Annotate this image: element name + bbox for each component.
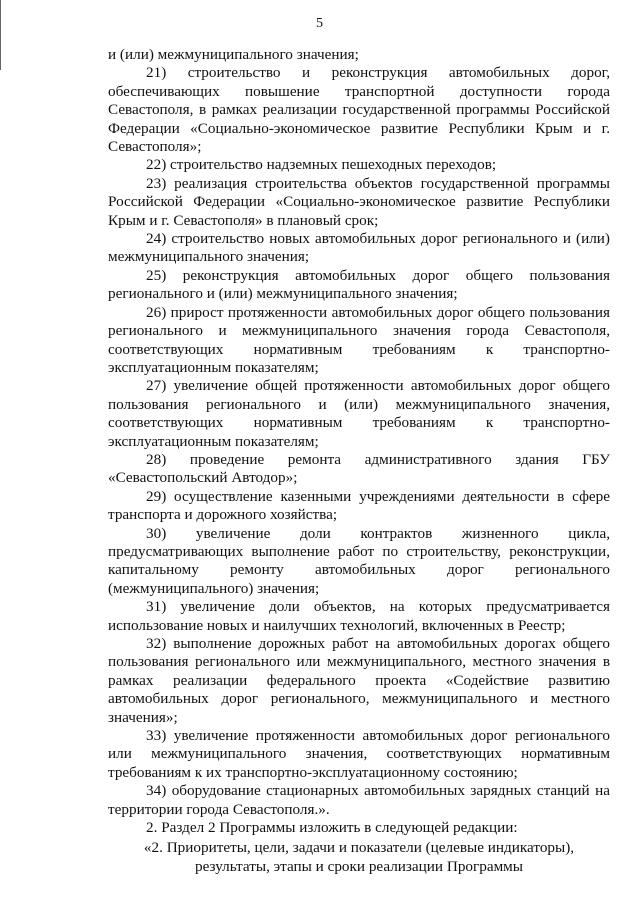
document-body <box>108 46 610 876</box>
section-heading-line-2: результаты, этапы и сроки реализации Программы <box>195 857 523 875</box>
section-heading-line-1: «2. Приоритеты, цели, задачи и показатели (целевые индикаторы), <box>143 839 575 857</box>
paragraph-item-25: 25) реконструкция автомобильных дорог общего пользования регионального и (или) межмуниципального значения; <box>108 266 610 303</box>
paragraph-item-22: 22) строительство надземных пешеходных переходов; <box>146 156 497 174</box>
paragraph-continuation: и (или) межмуниципального значения; <box>108 46 359 63</box>
paragraph-item-28: 28) проведение ремонта административного здания ГБУ «Севастопольский Автодор»; <box>108 450 610 487</box>
paragraph-item-26: 26) прирост протяженности автомобильных дорог общего пользования регионального и межмуниципального значения города Севастополя, соответствующих нормативным требованиям к транспортно-эксплуатационным показателям; <box>108 303 610 376</box>
page-edge-mark <box>0 0 1 70</box>
paragraph-item-23: 23) реализация строительства объектов государственной программы Российской Федерации «Социально-экономическое развитие Республики Крым и г. Севастополя» в плановый срок; <box>108 174 610 229</box>
page-number: 5 <box>316 16 323 31</box>
paragraph-item-32: 32) выполнение дорожных работ на автомобильных дорогах общего пользования регионального или межмуниципального, местного значения в рамках реализации федерального проекта «Содействие развитию автомобильных дорог регионального, межмуниципального и местного значения»; <box>108 635 610 726</box>
paragraph-item-27: 27) увеличение общей протяженности автомобильных дорог общего пользования регионального и (или) межмуниципального значения, соответствующих нормативным требованиям к транспортно-эксплуатационным показателям; <box>108 377 610 450</box>
paragraph-item-34: 34) оборудование стационарных автомобильных зарядных станций на территории города Севастополя.». <box>108 782 610 818</box>
paragraph-item-29: 29) осуществление казенными учреждениями деятельности в сфере транспорта и дорожного хозяйства; <box>108 487 610 524</box>
paragraph-section-2-instruction: 2. Раздел 2 Программы изложить в следующей редакции: <box>146 819 518 837</box>
paragraph-item-30: 30) увеличение доли контрактов жизненного цикла, предусматривающих выполнение работ по строительству, реконструкции, капитальному ремонту автомобильных дорог регионального (межмуниципального) значения; <box>108 524 610 597</box>
paragraph-item-33: 33) увеличение протяженности автомобильных дорог регионального или межмуниципального значения, соответствующих нормативным требованиям к их транспортно-эксплуатационному состоянию; <box>108 727 610 781</box>
paragraph-item-24: 24) строительство новых автомобильных дорог регионального и (или) межмуниципального значения; <box>108 230 610 266</box>
paragraph-item-21: 21) строительство и реконструкция автомобильных дорог, обеспечивающих повышение транспортной доступности города Севастополя, в рамках реализации государственной программы Российской Федерации «Социально-экономическое развитие Республики Крым и г. Севастополя»; <box>108 64 610 156</box>
paragraph-item-31: 31) увеличение доли объектов, на которых предусматривается использование новых и наилучших технологий, включенных в Реестр; <box>108 598 610 634</box>
